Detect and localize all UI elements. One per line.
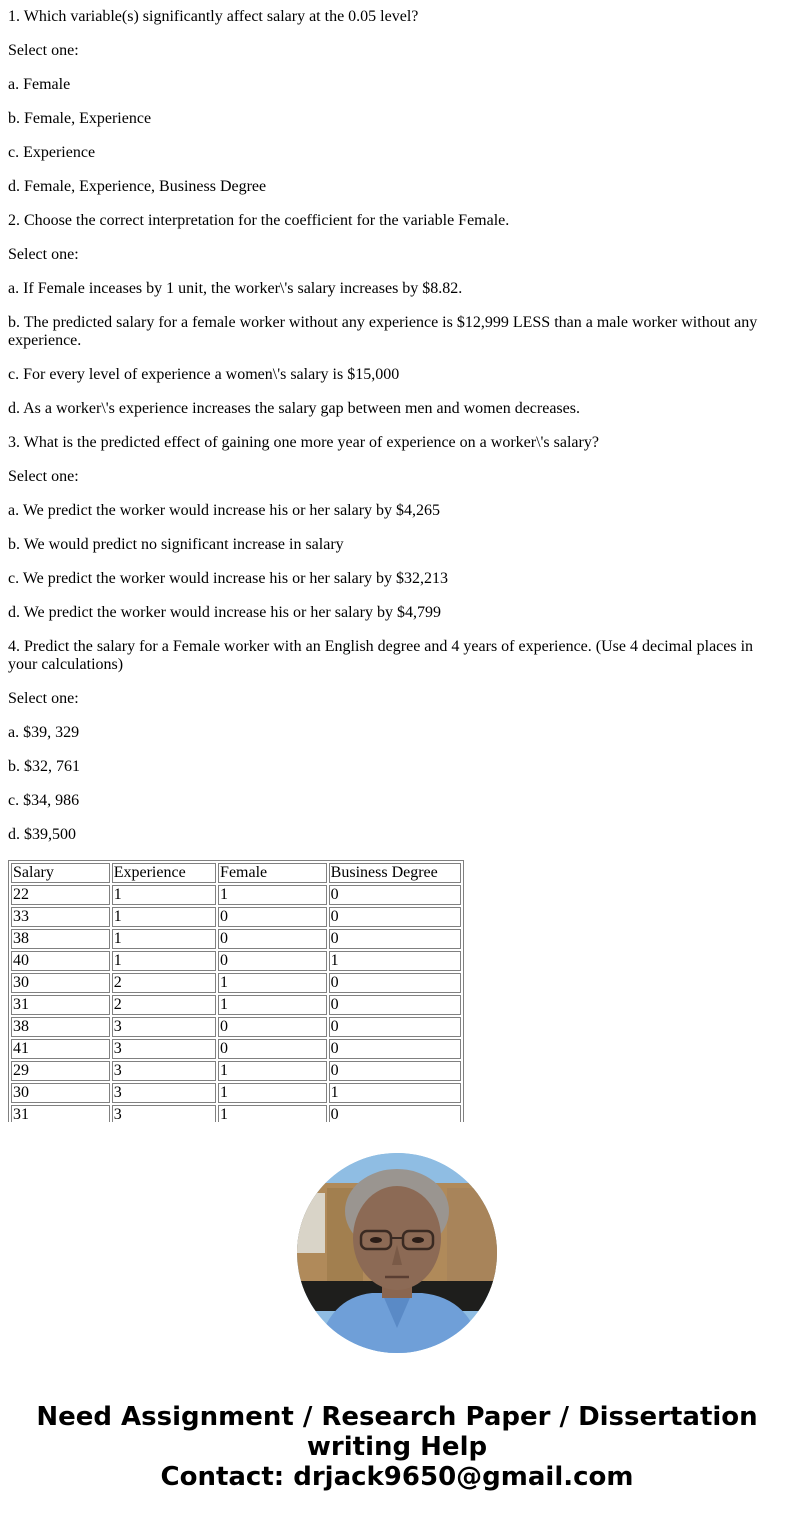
question-4-text: 4. Predict the salary for a Female worker with an English degree and 4 years of experience. (Use 4 decimal places in your calculations) (8, 638, 754, 673)
cell-salary: 31 (11, 995, 110, 1015)
question-4-option-c: c. $34, 986 (8, 792, 80, 809)
cell-business-degree: 0 (329, 1039, 461, 1059)
table-row (11, 1017, 461, 1037)
question-1-prompt: Select one: (8, 42, 79, 59)
question-3-option-b: b. We would predict no significant increase in salary (8, 536, 344, 553)
cell-salary: 31 (11, 1105, 110, 1122)
cell-female: 0 (218, 907, 327, 927)
header-salary: Salary (11, 863, 110, 883)
question-1-option-a: a. Female (8, 76, 71, 93)
cell-experience: 1 (112, 951, 216, 971)
question-4-option-d: d. $39,500 (8, 826, 76, 843)
cell-experience: 1 (112, 929, 216, 949)
table-row (11, 1039, 461, 1059)
table-row (11, 929, 461, 949)
question-1-text: 1. Which variable(s) significantly affect salary at the 0.05 level? (8, 8, 419, 25)
table-row (11, 951, 461, 971)
promo-contact-line: Contact: drjack9650@gmail.com (160, 1462, 634, 1492)
cell-business-degree: 0 (329, 885, 461, 905)
cell-business-degree: 0 (329, 929, 461, 949)
promo-banner (0, 1402, 794, 1492)
table-row (11, 995, 461, 1015)
table-row (11, 973, 461, 993)
question-2-prompt: Select one: (8, 246, 79, 263)
cell-salary: 41 (11, 1039, 110, 1059)
cell-experience: 3 (112, 1083, 216, 1103)
table-header-row (11, 863, 461, 883)
header-business-degree: Business Degree (329, 863, 461, 883)
cell-salary: 40 (11, 951, 110, 971)
question-3-option-d: d. We predict the worker would increase his or her salary by $4,799 (8, 604, 441, 621)
table-row (11, 907, 461, 927)
cell-female: 0 (218, 1039, 327, 1059)
salary-data-table (8, 860, 464, 1122)
cell-salary: 33 (11, 907, 110, 927)
question-2-option-a: a. If Female inceases by 1 unit, the worker\'s salary increases by $8.82. (8, 280, 463, 297)
cell-business-degree: 1 (329, 951, 461, 971)
cell-female: 1 (218, 885, 327, 905)
cell-business-degree: 0 (329, 1105, 461, 1122)
data-table-container (8, 860, 464, 1122)
table-row (11, 1061, 461, 1081)
cell-experience: 3 (112, 1017, 216, 1037)
cell-experience: 2 (112, 973, 216, 993)
question-4-option-b: b. $32, 761 (8, 758, 80, 775)
question-2-option-d: d. As a worker\'s experience increases the salary gap between men and women decreases. (8, 400, 580, 417)
cell-business-degree: 0 (329, 1017, 461, 1037)
question-1-option-d: d. Female, Experience, Business Degree (8, 178, 267, 195)
header-experience: Experience (112, 863, 216, 883)
table-row (11, 1105, 461, 1122)
cell-female: 0 (218, 929, 327, 949)
cell-female: 0 (218, 951, 327, 971)
cell-female: 1 (218, 1105, 327, 1122)
question-2-option-b: b. The predicted salary for a female worker without any experience is $12,999 LESS than a male worker without any experience. (8, 314, 758, 349)
question-3-option-a: a. We predict the worker would increase his or her salary by $4,265 (8, 502, 441, 519)
question-4-option-a: a. $39, 329 (8, 724, 80, 741)
cell-experience: 1 (112, 885, 216, 905)
question-4-prompt: Select one: (8, 690, 79, 707)
cell-business-degree: 0 (329, 907, 461, 927)
cell-business-degree: 0 (329, 995, 461, 1015)
cell-female: 1 (218, 973, 327, 993)
cell-experience: 3 (112, 1105, 216, 1122)
avatar (297, 1153, 497, 1353)
question-3-text: 3. What is the predicted effect of gaining one more year of experience on a worker\'s salary? (8, 434, 599, 451)
cell-female: 1 (218, 1061, 327, 1081)
header-female: Female (218, 863, 327, 883)
question-1-option-c: c. Experience (8, 144, 96, 161)
cell-experience: 3 (112, 1061, 216, 1081)
cell-experience: 2 (112, 995, 216, 1015)
table-row (11, 885, 461, 905)
cell-business-degree: 0 (329, 973, 461, 993)
cell-female: 0 (218, 1017, 327, 1037)
question-2-text: 2. Choose the correct interpretation for the coefficient for the variable Female. (8, 212, 510, 229)
cell-salary: 38 (11, 1017, 110, 1037)
cell-salary: 22 (11, 885, 110, 905)
cell-female: 1 (218, 1083, 327, 1103)
question-3-prompt: Select one: (8, 468, 79, 485)
cell-business-degree: 1 (329, 1083, 461, 1103)
cell-salary: 30 (11, 1083, 110, 1103)
table-row (11, 1083, 461, 1103)
portrait-photo-icon (297, 1153, 497, 1353)
cell-experience: 3 (112, 1039, 216, 1059)
question-3-option-c: c. We predict the worker would increase his or her salary by $32,213 (8, 570, 449, 587)
cell-business-degree: 0 (329, 1061, 461, 1081)
cell-experience: 1 (112, 907, 216, 927)
promo-line-2: writing Help (306, 1432, 488, 1462)
cell-salary: 30 (11, 973, 110, 993)
cell-salary: 29 (11, 1061, 110, 1081)
cell-salary: 38 (11, 929, 110, 949)
promo-line-1: Need Assignment / Research Paper / Dissertation (36, 1402, 758, 1432)
question-1-option-b: b. Female, Experience (8, 110, 152, 127)
document-body (8, 0, 786, 1122)
question-2-option-c: c. For every level of experience a women\'s salary is $15,000 (8, 366, 400, 383)
cell-female: 1 (218, 995, 327, 1015)
